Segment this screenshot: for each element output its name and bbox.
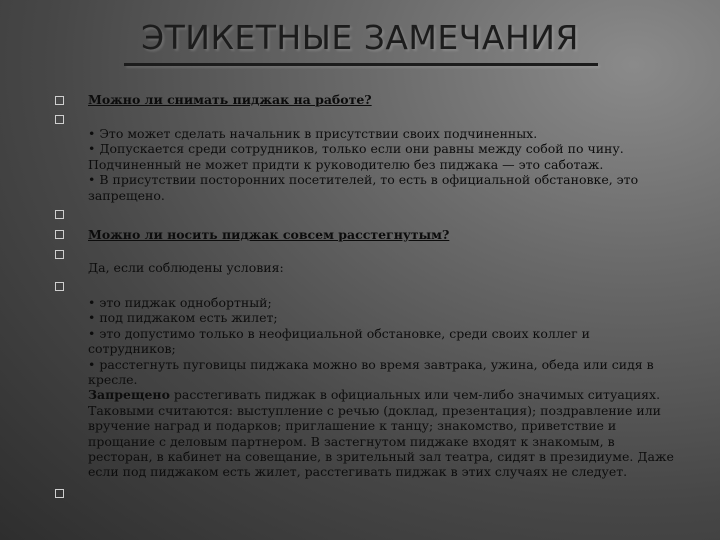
condition-line: сотрудников; xyxy=(88,341,176,357)
forbidden-line: прощание с деловым партнером. В застегнутом пиджаке входят к знакомым, в xyxy=(88,433,615,449)
forbidden-line: вручение наград и подарков; приглашение к танцу; знакомство, приветствие и xyxy=(88,418,617,434)
answer-1-line: запрещено. xyxy=(88,187,165,203)
square-bullet-icon xyxy=(55,282,64,291)
forbidden-line: если под пиджаком есть жилет, расстегивать пиджак в этих случаях не следует. xyxy=(88,464,628,480)
answer-1-line: • Допускается среди сотрудников, только если они равны между собой по чину. xyxy=(88,141,624,157)
question-1: Можно ли снимать пиджак на работе? xyxy=(88,92,372,107)
answer-1-line: Подчиненный не может придти к руководителю без пиджака — это саботаж. xyxy=(88,156,604,172)
forbidden-line: Таковыми считаются: выступление с речью (доклад, презентация); поздравление или xyxy=(88,402,661,418)
square-bullet-icon xyxy=(55,115,64,124)
forbidden-line xyxy=(88,387,688,402)
condition-line: • расстегнуть пуговицы пиджака можно во время завтрака, ужина, обеда или сидя в xyxy=(88,356,654,372)
condition-line: • под пиджаком есть жилет; xyxy=(88,310,278,326)
forbidden-first: расстегивать пиджак в официальных или чем-либо значимых ситуациях. xyxy=(169,387,661,403)
question-2-answer: Да, если соблюдены условия: xyxy=(88,260,284,275)
answer-1 xyxy=(88,126,688,203)
condition-line: кресле. xyxy=(88,372,138,388)
answer-1-line: • Это может сделать начальник в присутствии своих подчиненных. xyxy=(88,126,538,141)
square-bullet-icon xyxy=(55,210,64,219)
condition-line: • это допустимо только в неофициальной обстановке, среди своих коллег и xyxy=(88,325,591,341)
square-bullet-icon xyxy=(55,489,64,498)
question-2: Можно ли носить пиджак совсем расстегнутым? xyxy=(88,227,450,242)
page-title: ЭТИКЕТНЫЕ ЗАМЕЧАНИЯ xyxy=(141,18,579,57)
forbidden-line: ресторан, в кабинет на совещание, в зрительный зал театра, сидят в президиуме. Даже xyxy=(88,449,674,465)
conditions-block xyxy=(88,295,688,480)
condition-line: • это пиджак однобортный; xyxy=(88,295,272,310)
title-underline xyxy=(124,63,598,66)
forbidden-word: Запрещено xyxy=(88,387,170,403)
square-bullet-icon xyxy=(55,230,64,239)
square-bullet-icon xyxy=(55,250,64,259)
square-bullet-icon xyxy=(55,96,64,105)
answer-1-line: • В присутствии посторонних посетителей, то есть в официальной обстановке, это xyxy=(88,172,639,188)
